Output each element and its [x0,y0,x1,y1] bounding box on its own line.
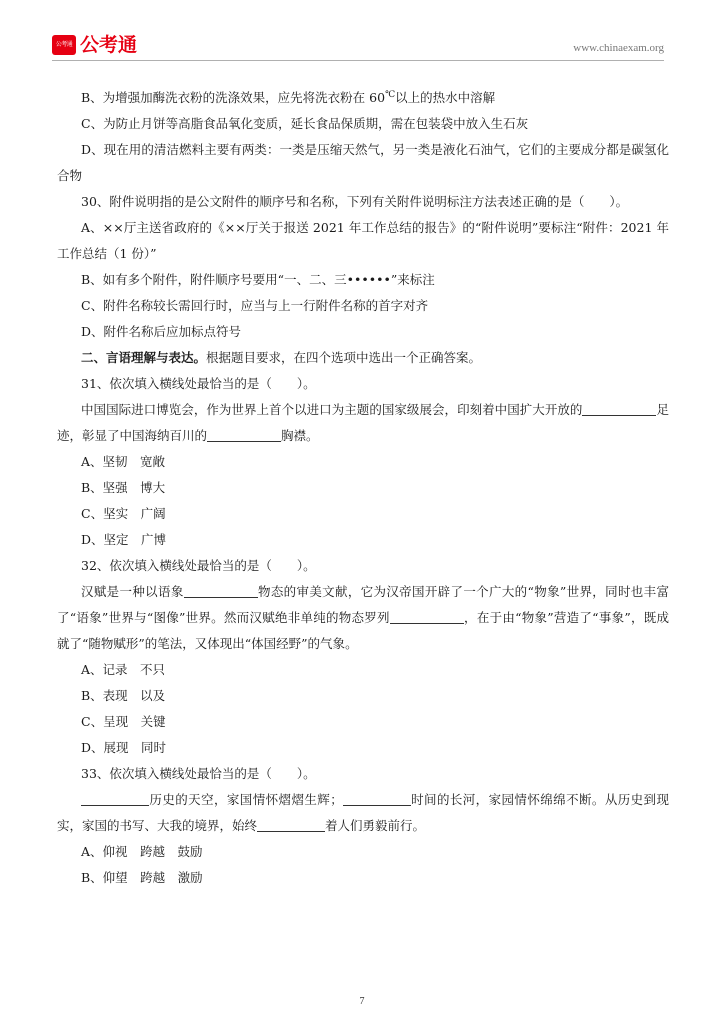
q32-option-a: A、记录 不只 [81,662,166,677]
brand-name: 公考通 [80,34,138,56]
header-divider [52,60,664,61]
page-header [52,30,664,62]
q30-option-c: C、附件名称较长需回行时，应当与上一行附件名称的首字对齐 [81,298,429,313]
q32-option-c: C、呈现 关键 [81,714,166,729]
q31-option-a: A、坚韧 宽敞 [81,454,166,469]
q30-stem: 30、附件说明指的是公文附件的顺序号和名称，下列有关附件说明标注方法表述正确的是（ ）。 [81,194,629,209]
q29-option-d: D、现在用的清洁燃料主要有两类：一类是压缩天然气，另一类是液化石油气，它们的主要成分都是碳氢化合物 [57,142,669,183]
q31-option-d: D、坚定 广博 [81,532,167,547]
q30-option-b: B、如有多个附件，附件顺序号要用“一、二、三••••••”来标注 [81,272,435,287]
fill-blank [257,817,325,832]
q33-passage: 历史的天空，家国情怀熠熠生辉； 时间的长河，家园情怀绵绵不断。从历史到现实，家国的书写、大我的境界，始终 着人们勇毅前行。 [57,792,669,833]
fill-blank [207,427,281,442]
q32-stem: 32、依次填入横线处最恰当的是（ ）。 [81,558,316,573]
site-url: www.chinaexam.org [573,42,664,54]
fill-blank [184,583,258,598]
document-body [57,82,669,891]
q33-option-b: B、仰望 跨越 激励 [81,870,203,885]
section-heading [57,345,669,371]
fill-blank [81,791,149,806]
brand-logo-icon: 公考通 [52,35,76,55]
q33-stem: 33、依次填入横线处最恰当的是（ ）。 [81,766,316,781]
q32-option-b: B、表现 以及 [81,688,166,703]
section-title: 二、言语理解与表达。 [81,350,207,365]
section-instruction: 根据题目要求，在四个选项中选出一个正确答案。 [206,350,482,365]
fill-blank [582,401,656,416]
q31-stem: 31、依次填入横线处最恰当的是（ ）。 [81,376,316,391]
q29-option-c: C、为防止月饼等高脂食品氧化变质，延长食品保质期，需在包装袋中放入生石灰 [81,116,529,131]
q30-option-a: A、××厅主送省政府的《××厅关于报送 2021 年工作总结的报告》的“附件说明”要标注“附件：2021 年工作总结（1 份）” [57,220,669,261]
q31-option-b: B、坚强 博大 [81,480,166,495]
q30-option-d: D、附件名称后应加标点符号 [81,324,242,339]
page-number: 7 [359,996,365,1007]
celsius-unit: ℃ [385,90,396,100]
fill-blank [343,791,411,806]
fill-blank [390,609,464,624]
q33-option-a: A、仰视 跨越 鼓励 [81,844,203,859]
q32-passage: 汉赋是一种以语象 物态的审美文献，它为汉帝国开辟了一个广大的“物象”世界，同时也丰富了“语象”世界与“图像”世界。然而汉赋绝非单纯的物态罗列 ，在于由“物象”营造了“事象”，既成就了“随物赋形”的笔法，又体现出“体国经野”的气象。 [57,584,669,651]
q31-passage: 中国国际进口博览会，作为世界上首个以进口为主题的国家级展会，印刻着中国扩大开放的 足迹，彰显了中国海纳百川的 胸襟。 [57,402,669,443]
q32-option-d: D、展现 同时 [81,740,167,755]
q29-option-b: B、为增强加酶洗衣粉的洗涤效果，应先将洗衣粉在 60℃以上的热水中溶解 [81,90,496,105]
q31-option-c: C、坚实 广阔 [81,506,166,521]
